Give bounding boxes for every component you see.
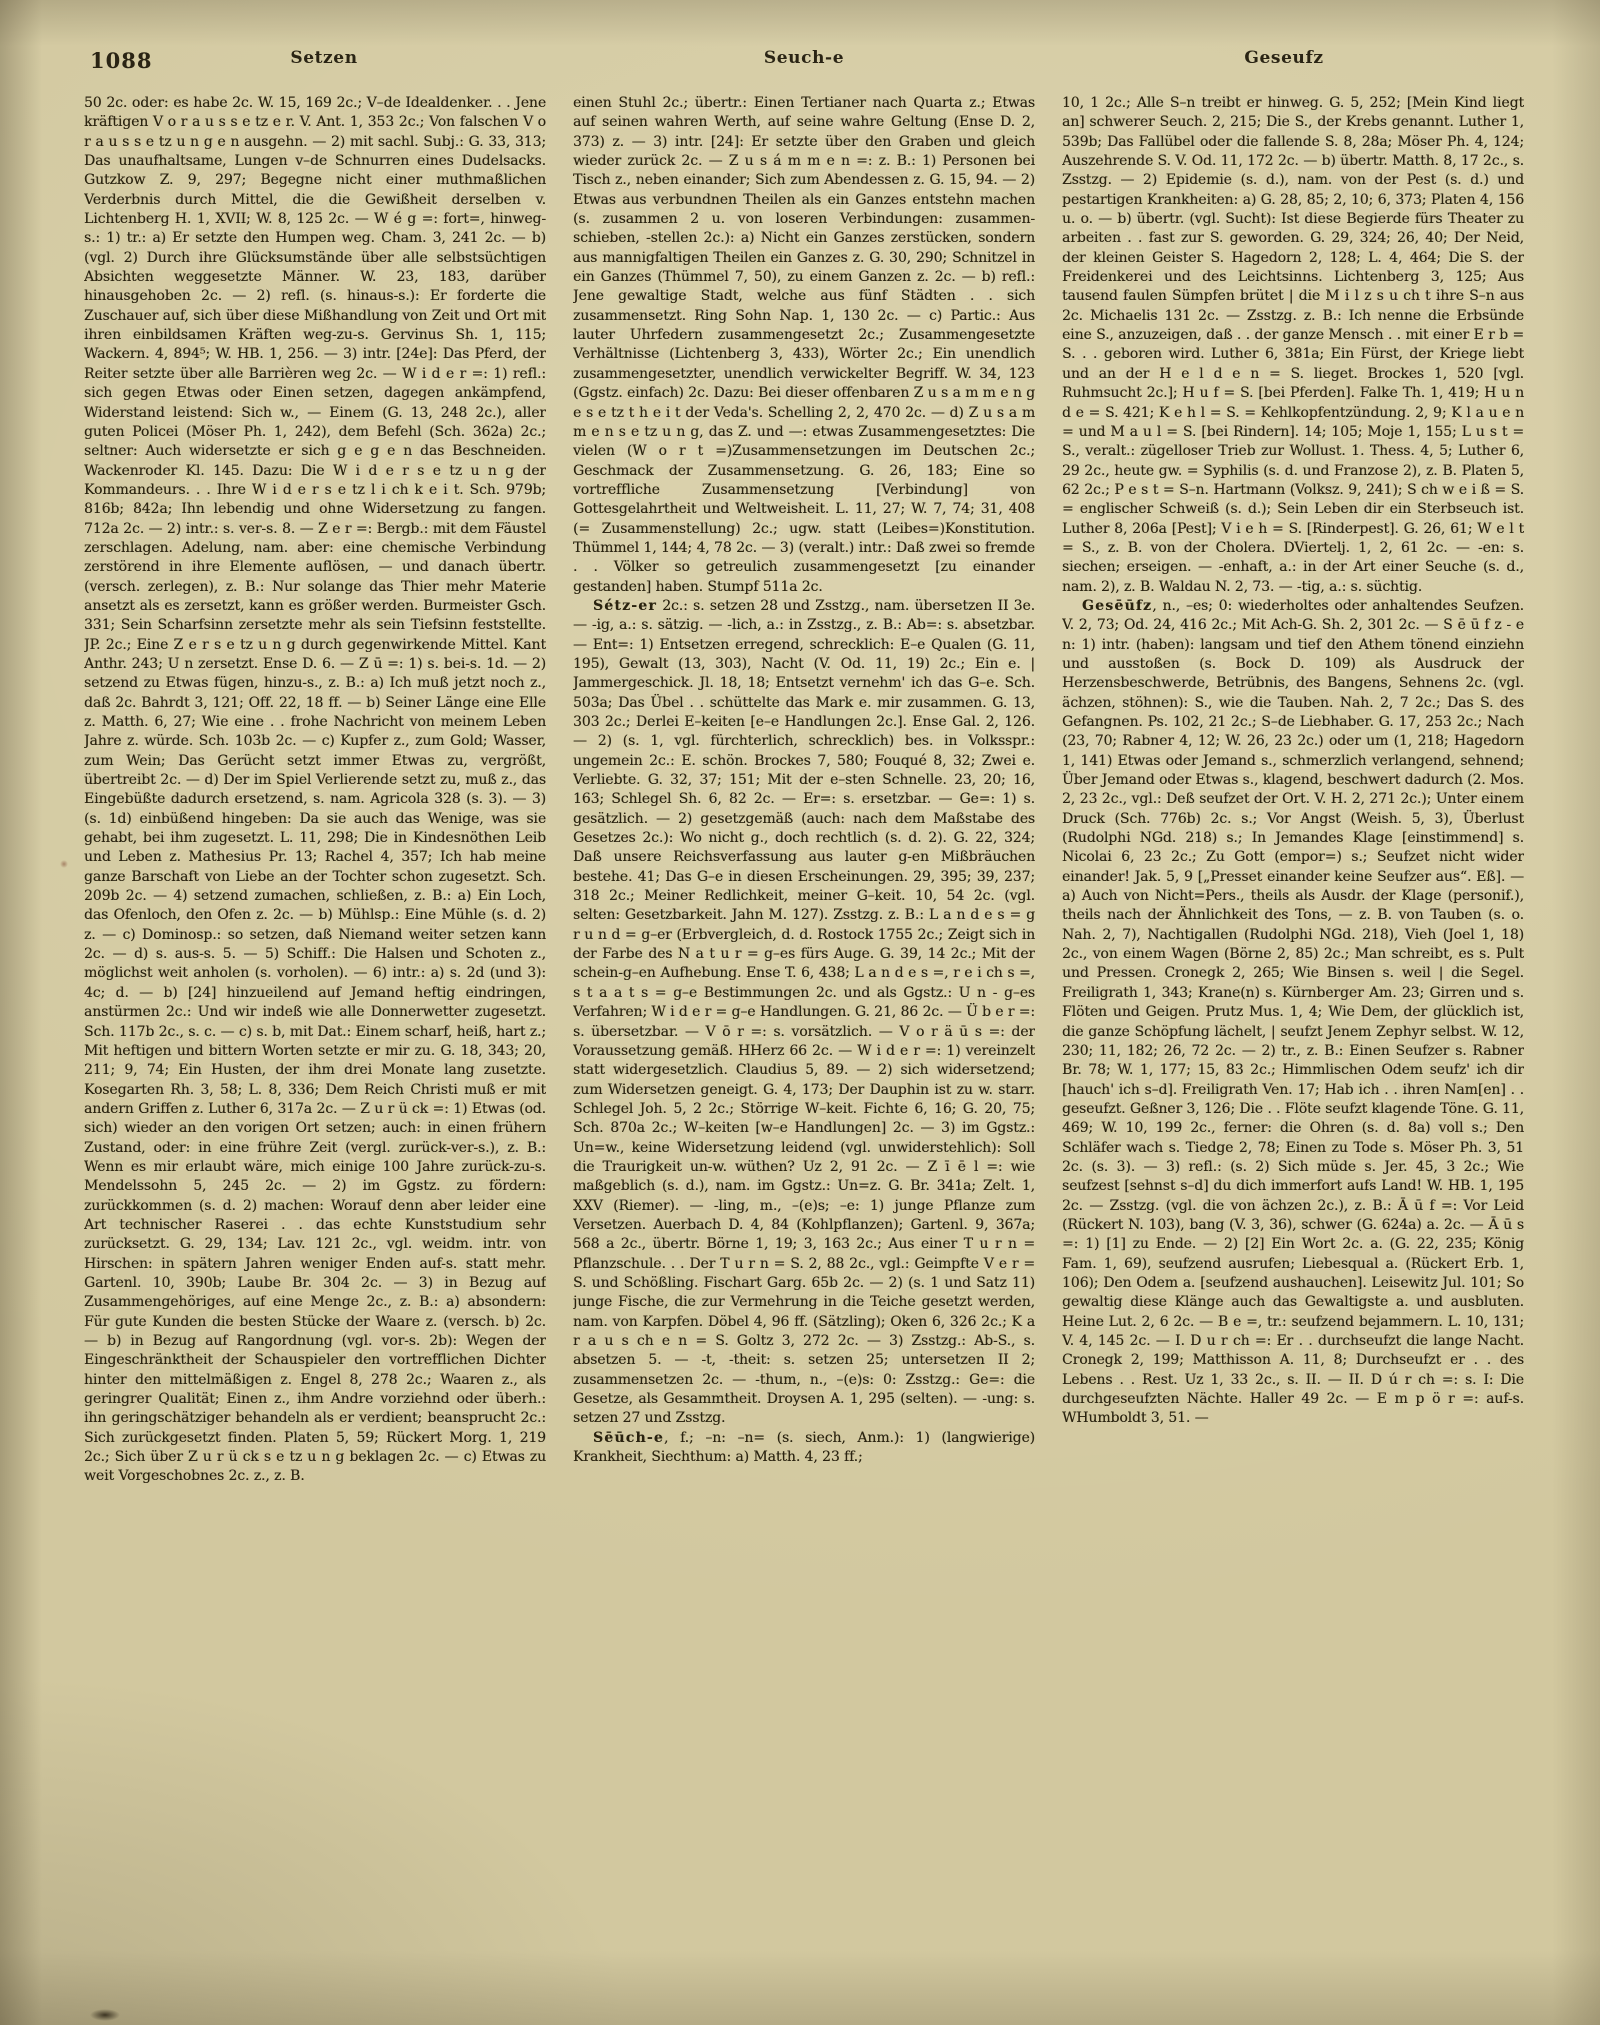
entry-paragraph: Gesēūfz, n., –es; 0: wiederholtes oder anhaltendes Seufzen. V. 2, 73; Od. 24, 416 2c.; Mit Ach-G. Sh. 2, 301 2c. — S ē ū f z - e n: 1) intr. (haben): langsam und tief den Athem tönend einziehn und ausstoßen (s. Bock D. 109) als Ausdruck der Herzensbeschwerde, Betrübnis, des Bangens, Sehnens 2c. (vgl. ächzen, stöhnen): S., wie die Tauben. Nah. 2, 7 2c.; Das S. des Gefangnen. Ps. 102, 21 2c.; S–de Liebhaber. G. 17, 253 2c.; Nach (23, 70; Rabner 4, 12; W. 26, 23 2c.) oder um (1, 218; Hagedorn 1, 141) Etwas oder Jemand s., schmerzlich verlangend, sehnend; Über Jemand oder Etwas s., klagend, beschwert dadurch (2. Mos. 2, 23 2c., vgl.: Deß seufzet der Ort. V. H. 2, 271 2c.); Unter einem Druck (Sch. 776b) 2c. s.; Vor Angst (Weish. 5, 3), Überlust (Rudolphi NGd. 218) s.; In Jemandes Klage [einstimmend] s. Nicolai 6, 23 2c.; Zu Gott (empor=) s.; Seufzet nicht wider einander! Jak. 5, 9 [„Presset einander keine Seufzer aus“. Eß]. — a) Auch von Nicht=Pers., theils als Ausdr. der Klage (personif.), theils nach der Ähnlichkeit des Tons, — z. B. von Tauben (s. o. Nah. 2, 7), Nachtigallen (Rudolphi NGd. 218), Vieh (Joel 1, 18) 2c., von einem Wagen (Börne 2, 85) 2c.; Man schreibt, es s. Pult und Pressen. Cronegk 2, 265; Wie Binsen s. weil | die Segel. Freiligrath 1, 343; Krane(n) s. Kürnberger Am. 23; Girren und s. Flöten und Geigen. Prutz Mus. 1, 4; Wie Dem, der glücklich ist, die ganze Schöpfung lächelt, | seufzt Jenem Zephyr selbst. W. 12, 230; 11, 182; 26, 72 2c. — 2) tr., z. B.: Einen Seufzer s. Rabner Br. 78; W. 1, 177; 15, 83 2c.; Himmlischen Odem seufz' ich dir [hauch' ich s–d]. Freiligrath Ven. 17; Hab ich . . ihren Nam[en] . . geseufzt. Geßner 3, 126; Die . . Flöte seufzt klagende Töne. G. 11, 469; W. 10, 199 2c., ferner: die Ohren (s. d. 8a) voll s.; Den Schläfer wach s. Tiedge 2, 78; Einen zu Tode s. Möser Ph. 3, 51 2c. (s. 3). — 3) refl.: (s. 2) Sich müde s. Jer. 45, 3 2c.; Wie seufzest [sehnst s–d] du dich immerfort aufs Land! W. HB. 1, 195 2c. — Zsstzg. (vgl. die von ächzen 2c.), z. B.: Ā ū f =: Vor Leid (Rückert N. 103), bang (V. 3, 36), schwer (G. 624a) a. 2c. — Ā ū s =: 1) [1] zu Ende. — 2) [2] Ein Wort 2c. a. (G. 22, 235; König Fam. 1, 69), seufzend ausrufen; Liebesqual a. (Rückert Erb. 1, 106); Den Odem a. [seufzend aushauchen]. Leisewitz Jul. 101; So gewaltig diese Klänge auch das Gewaltigste a. und ausbluten. Heine Lut. 2, 6 2c. — B e =, tr.: seufzend bejammern. L. 10, 131; V. 4, 145 2c. — I. D u r ch =: Er . . durchseufzt die lange Nacht. Cronegk 2, 199; Matthisson A. 11, 8; Durchseufzt er . . des Lebens . . Rest. Uz 1, 33 2c., s. II. — II. D ú r ch =: s. I: Die durchgeseufzten Nächte. Haller 49 2c. — E m p ö r =: auf-s. WHumboldt 3, 51. — bbox=[1062, 597, 1524, 1427]
running-head-center: Seuch-e bbox=[763, 48, 845, 68]
continuation-paragraph: einen Stuhl 2c.; übertr.: Einen Tertianer nach Quarta z.; Etwas auf seinen wahren Werth, auf seine wahre Geltung (Ense D. 2, 373) z. — 3) intr. [24]: Er setzte über den Graben und gleich wieder zurück 2c. — Z u s á m m e n =: z. B.: 1) Personen bei Tisch z., neben einander; Sich zum Abendessen z. G. 15, 94. — 2) Etwas aus verbundnen Theilen als ein Ganzes entstehn machen (s. zusammen 2 u. von loseren Verbindungen: zusammen-schieben, -stellen 2c.): a) Nicht ein Ganzes zerstücken, sondern aus mannigfaltigen Theilen ein Ganzes z. G. 30, 290; Schnitzel in ein Ganzes (Thümmel 7, 50), zu einem Ganzen z. 2c. — b) refl.: Jene gewaltige Stadt, welche aus fünf Städten . . sich zusammensetzt. Ring Sohn Nap. 1, 130 2c. — c) Partic.: Aus lauter Uhrfedern zusammengesetzt 2c.; Zusammengesetzte Verhältnisse (Lichtenberg 3, 433), Wörter 2c.; Ein unendlich zusammengesetzter, unendlich verwickelter Begriff. W. 34, 123 (Ggstz. einfach) 2c. Dazu: Bei dieser offenbaren Z u s a m m e n g e s e tz t h e i t der Veda's. Schelling 2, 2, 470 2c. — d) Z u s a m m e n s e tz u n g, das Z. und —: etwas Zusammengesetztes: Die vielen (W o r t =)Zusammensetzungen im Deutschen 2c.; Geschmack der Zusammensetzung. G. 26, 183; Eine so vortreffliche Zusammensetzung [Verbindung] von Gottesgelahrtheit und Weltweisheit. L. 11, 27; W. 7, 74; 31, 408 (= Zusammenstellung) 2c.; ugw. statt (Leibes=)Konstitution. Thümmel 1, 144; 4, 78 2c. — 3) (veralt.) intr.: Daß zwei so fremde . . Völker so getreulich zusammengesetzt [zu einander gestanden] haben. Stumpf 511a 2c. bbox=[573, 95, 1035, 595]
continuation-paragraph: 10, 1 2c.; Alle S–n treibt er hinweg. G. 5, 252; [Mein Kind liegt an] schwerer Seuch. 2, 215; Die S., der Krebs genannt. Luther 1, 539b; Das Fallübel oder die fallende S. 8, 28a; Möser Ph. 4, 124; Auszehrende S. V. Od. 11, 172 2c. — b) übertr. Matth. 8, 17 2c., s. Zsstzg. — 2) Epidemie (s. d.), nam. von der Pest (s. d.) und pestartigen Krankheiten: a) G. 28, 85; 2, 10; 6, 373; Platen 4, 156 u. o. — b) übertr. (vgl. Sucht): Ist diese Begierde fürs Theater zu arbeiten . . fast zur S. geworden. G. 29, 324; 26, 40; Der Neid, der kleinen Geister S. Hagedorn 2, 128; L. 4, 464; Die S. der Freidenkerei und des Leichtsinns. Lichtenberg 3, 125; Aus tausend faulen Sümpfen brütet | die M i l z s u ch t ihre S–n aus 2c. Michaelis 131 2c. — Zsstzg. z. B.: Ich nenne die Erbsünde eine S., anzuzeigen, daß . . der ganze Mensch . . mit einer E r b = S. . . geboren wird. Luther 6, 381a; Ein Fürst, der Kriege liebt und an der H e l d e n = S. lieget. Brockes 1, 520 [vgl. Ruhmsucht 2c.]; H u f = S. [bei Pferden]. Falke Th. 1, 419; H u n d e = S. 421; K e h l = S. = Kehlkopfentzündung. 2, 9; K l a u e n = und M a u l = S. [bei Rindern]. 14; 105; Moje 1, 155; L u s t = S., veralt.: zügelloser Trieb zur Wollust. 1. Thess. 4, 5; Luther 6, 29 2c., heute gw. = Syphilis (s. d. und Franzose 2), z. B. Platen 5, 62 2c.; P e s t = S–n. Hartmann (Volksz. 9, 241); S ch w e i ß = S. = englischer Schweiß (s. d.); Sein Leben dir ein Sterbseuch ist. Luther 8, 206a [Pest]; V i e h = S. [Rinderpest]. G. 26, 61; W e l t = S., z. B. von der Cholera. DViertelj. 1, 2, 61 2c. — -en: s. siechen; erseigen. — -enhaft, a.: in der Art einer Seuche (s. d., nam. 2), z. B. Waldau N. 2, 73. — -tig, a.: s. süchtig. bbox=[1062, 95, 1524, 595]
entry-paragraph: Sétz-er 2c.: s. setzen 28 und Zsstzg., nam. übersetzen II 3e. — -ig, a.: s. sätzig. — -lich, a.: in Zsstzg., z. B.: Ab=: s. absetzbar. — Ent=: 1) Entsetzen erregend, schrecklich: E–e Qualen (G. 11, 195), Gewalt (13, 303), Nacht (V. Od. 11, 19) 2c.; Ein e. | Jammergeschick. Jl. 18, 18; Entsetzt vernehm' ich das G–e. Sch. 503a; Das Übel . . schüttelte das Mark e. mir zusammen. G. 13, 303 2c.; Derlei E–keiten [e–e Handlungen 2c.]. Ense Gal. 2, 126. — 2) (s. 1, vgl. fürchterlich, schrecklich) bes. in Volksspr.: ungemein 2c.: E. schön. Brockes 7, 580; Fouqué 8, 32; Zwei e. Verliebte. G. 32, 37; 151; Mit der e–sten Schnelle. 23, 20; 16, 163; Schlegel Sh. 6, 82 2c. — Er=: s. ersetzbar. — Ge=: 1) s. gesätzlich. — 2) gesetzgemäß (auch: nach dem Maßstabe des Gesetzes 2c.): Wo nicht g., doch rechtlich (s. d. 2). G. 22, 324; Daß unsere Reichsverfassung aus lauter g-en Mißbräuchen bestehe. 41; Das G–e in diesen Erscheinungen. 29, 395; 39, 237; 318 2c.; Meiner Redlichkeit, meiner G–keit. 10, 54 2c. (vgl. selten: Gesetzbarkeit. Jahn M. 127). Zsstzg. z. B.: L a n d e s = g r u n d = g–er (Erbvergleich, d. d. Rostock 1755 2c.; Zeigt sich in der Farbe des N a t u r = g–es fürs Auge. G. 39, 14 2c.; Mit der schein-g–en Aufhebung. Ense T. 6, 438; L a n d e s =, r e i ch s =, s t a a t s = g–e Bestimmungen 2c. und als Ggstz.: U n - g–es Verfahren; W i d e r = g–e Handlungen. G. 21, 86 2c. — Ü b e r =: s. übersetzbar. — V ō r =: s. vorsätzlich. — V o r ä ū s =: der Voraussetzung gemäß. HHerz 66 2c. — W i d e r =: 1) vereinzelt statt widergesetzlich. Claudius 5, 89. — 2) sich widersetzend; zum Widersetzen geneigt. G. 4, 173; Der Dauphin ist zu w. starr. Schlegel Joh. 5, 2 2c.; Störrige W–keit. Fichte 6, 16; G. 20, 75; Sch. 870a 2c.; W–keiten [w–e Handlungen] 2c. — 3) im Ggstz.: Un=w., keine Widersetzung leidend (vgl. unwiderstehlich): Soll die Traurigkeit un-w. wüthen? Uz 2, 91 2c. — Z ī ē l =: wie maßgeblich (s. d.), nam. im Ggstz.: Un=z. G. Br. 341a; Zelt. 1, XXV (Riemer). — -ling, m., –(e)s; –e: 1) junge Pflanze zum Versetzen. Auerbach D. 4, 84 (Kohlpflanzen); Gartenl. 9, 367a; 568 a 2c., übertr. Börne 1, 19; 3, 163 2c.; Aus einer T u r n = Pflanzschule. . . Der T u r n = S. 2, 88 2c., vgl.: Geimpfte V e r = S. und Schößling. Fischart Garg. 65b 2c. — 2) (s. 1 und Satz 11) junge Fische, die zur Vermehrung in die Teiche gesetzt werden, nam. von Karpfen. Döbel 4, 96 ff. (Sätzling); Oken 6, 326 2c.; K a r a u s ch e n = S. Goltz 3, 272 2c. — 3) Zsstzg.: Ab-S., s. absetzen 5. — -t, -theit: s. setzen 25; untersetzen II 2; zusammensetzen 2c. — -thum, n., –(e)s: 0: Zsstzg.: Ge=: die Gesetze, als Gesammtheit. Droysen A. 1, 295 (selten). — -ung: s. setzen 27 und Zsstzg. bbox=[573, 597, 1035, 1427]
entry-headword: Sēūch-e bbox=[593, 1429, 665, 1446]
column-1 bbox=[84, 94, 546, 1902]
running-head-left: Setzen bbox=[290, 48, 358, 68]
running-header bbox=[84, 48, 1524, 78]
entry-paragraph: Sēūch-e, f.; –n: –n= (s. siech, Anm.): 1) (langwierige) Krankheit, Siechthum: a) Matth. 4, 23 ff.; bbox=[573, 1429, 1035, 1466]
column-3 bbox=[1062, 94, 1524, 1902]
page-speck bbox=[60, 860, 68, 868]
running-head-right: Geseufz bbox=[1244, 48, 1324, 68]
entry-headword: Gesēūfz bbox=[1082, 597, 1153, 614]
continuation-paragraph: 50 2c. oder: es habe 2c. W. 15, 169 2c.; V–de Idealdenker. . . Jene kräftigen V o r a u s s e tz e r. V. Ant. 1, 353 2c.; Von falschen V o r a u s s e tz u n g e n ausgehn. — 2) mit sachl. Subj.: G. 33, 313; Das unaufhaltsame, Lungen v–de Schnurren eines Dudelsacks. Gutzkow Z. 9, 297; Begegne nicht einer muthmaßlichen Verderbnis durch Mittel, die die Gewißheit derselben v. Lichtenberg H. 1, XVII; W. 8, 125 2c. — W é g =: fort=, hinweg-s.: 1) tr.: a) Er setzte den Humpen weg. Cham. 3, 241 2c. — b) (vgl. 2) Durch ihre Glücksumstände über alle selbstsüchtigen Absichten weggesetzte Männer. W. 23, 183, darüber hinausgehoben 2c. — 2) refl. (s. hinaus-s.): Er forderte die Zuschauer auf, sich über diese Mißhandlung von Zeit und Ort mit ihren einbildsamen Kräften weg-zu-s. Gervinus Sh. 1, 115; Wackern. 4, 894⁵; W. HB. 1, 256. — 3) intr. [24e]: Das Pferd, der Reiter setzte über alle Barrièren weg 2c. — W i d e r =: 1) refl.: sich gegen Etwas oder Einen setzen, dagegen ankämpfend, Widerstand leistend: Sich w., — Einem (G. 13, 248 2c.), aller guten Policei (Möser Ph. 1, 242), dem Befehl (Sch. 362a) 2c.; seltner: Auch widersetzte er sich g e g e n das Beschneiden. Wackenroder Kl. 145. Dazu: Die W i d e r s e tz u n g der Kommandeurs. . . Ihre W i d e r s e tz l i ch k e i t. Sch. 979b; 816b; 842a; Ihn lebendig und ohne Widersetzung zu fangen. 712a 2c. — 2) intr.: s. ver-s. 8. — Z e r =: Bergb.: mit dem Fäustel zerschlagen. Adelung, nam. aber: eine chemische Verbindung zerstörend in ihre Elemente auflösen, — und danach übertr. (versch. zerlegen), z. B.: Nur solange das Thier mehr Materie ansetzt als es zersetzt, kann es größer werden. Burmeister Gsch. 331; Sein Scharfsinn zersetzte mehr als sein Tiefsinn feststellte. JP. 2c.; Eine Z e r s e tz u n g durch gegenwirkende Mittel. Kant Anthr. 243; U n zersetzt. Ense D. 6. — Z ū =: 1) s. bei-s. 1d. — 2) setzend zu Etwas fügen, hinzu-s., z. B.: a) Ich muß jetzt noch z., daß 2c. Bahrdt 3, 121; Off. 22, 18 ff. — b) Seiner Länge eine Elle z. Matth. 6, 27; Wie eine . . frohe Nachricht von meinem Leben Jahre z. würde. Sch. 103b 2c. — c) Kupfer z., zum Gold; Wasser, zum Wein; Das Gerücht setzt immer Etwas zu, vergrößt, übertreibt 2c. — d) Der im Spiel Verlierende setzt zu, muß z., das Eingebüßte dadurch ersetzend, s. nam. Agricola 328 (s. 3). — 3) (s. 1d) einbüßend hingeben: Da sie auch das Wenige, was sie gehabt, bei ihm zugesetzt. L. 11, 298; Die in Kindesnöthen Leib und Leben z. Mathesius Pr. 13; Rachel 4, 357; Ich hab meine ganze Barschaft von Liebe an der Tochter schon zugesetzt. Sch. 209b 2c. — 4) setzend zumachen, schließen, z. B.: a) Ein Loch, das Ofenloch, den Ofen z. 2c. — b) Mühlsp.: Eine Mühle (s. d. 2) z. — c) Dominosp.: so setzen, daß Niemand weiter setzen kann 2c. — d) s. aus-s. 5. — 5) Schiff.: Die Halsen und Schoten z., möglichst weit anholen (s. vorholen). — 6) intr.: a) s. 2d (und 3): 4c; d. — b) [24] hinzueilend auf Jemand heftig eindringen, anstürmen 2c.: Und wir indeß wie alle Donnerwetter zugesetzt. Sch. 117b 2c., s. c. — c) s. b, mit Dat.: Einem scharf, heiß, hart z.; Mit heftigen und bittern Worten setzte er mir zu. G. 18, 343; 20, 211; 9, 74; Ein Husten, der ihm drei Monate lang zusetzte. Kosegarten Rh. 3, 58; L. 8, 336; Dem Reich Christi muß er mit andern Griffen z. Luther 6, 317a 2c. — Z u r ü ck =: 1) Etwas (od. sich) wieder an den vorigen Ort setzen; auch: in einen frühern Zustand, oder: in eine frühre Zeit (vergl. zurück-ver-s.), z. B.: Wenn es mir erlaubt wäre, mich einige 100 Jahre zurück-zu-s. Mendelssohn 5, 245 2c. — 2) im Ggstz. zu fördern: zurückkommen (s. d. 2) machen: Worauf denn aber leider eine Art technischer Raserei . . das echte Kunststudium sehr zurücksetzt. G. 29, 134; Lav. 121 2c., vgl. weidm. intr. von Hirschen: in spätern Jahren weniger Enden auf-s. statt mehr. Gartenl. 10, 390b; Laube Br. 304 2c. — 3) in Bezug auf Zusammengehöriges, auf eine Menge 2c., z. B.: a) absondern: Für gute Kunden die besten Stücke der Waare z. (versch. b) 2c. — b) in Bezug auf Rangordnung (vgl. vor-s. 2b): Wegen der Eingeschränktheit der Schauspieler den vortrefflichen Dichter hinter den mittelmäßigen z. Engel 8, 278 2c.; Waaren z., als geringrer Qualität; Einen z., ihm Andre vorziehnd oder überh.: ihn geringschätziger behandeln als er verdient; beansprucht 2c.: Sich zurückgesetzt finden. Platen 5, 59; Rückert Morg. 1, 219 2c.; Sich über Z u r ü ck s e tz u n g beklagen 2c. — c) Etwas zu weit Vorgeschobnes 2c. z., z. B. bbox=[84, 95, 546, 1485]
column-2 bbox=[573, 94, 1035, 1902]
running-heads-row bbox=[84, 48, 1524, 68]
page-stain bbox=[90, 2009, 120, 2021]
page-number: 1088 bbox=[90, 48, 153, 73]
entry-headword: Sétz-er bbox=[593, 597, 657, 614]
text-block bbox=[84, 94, 1524, 1902]
